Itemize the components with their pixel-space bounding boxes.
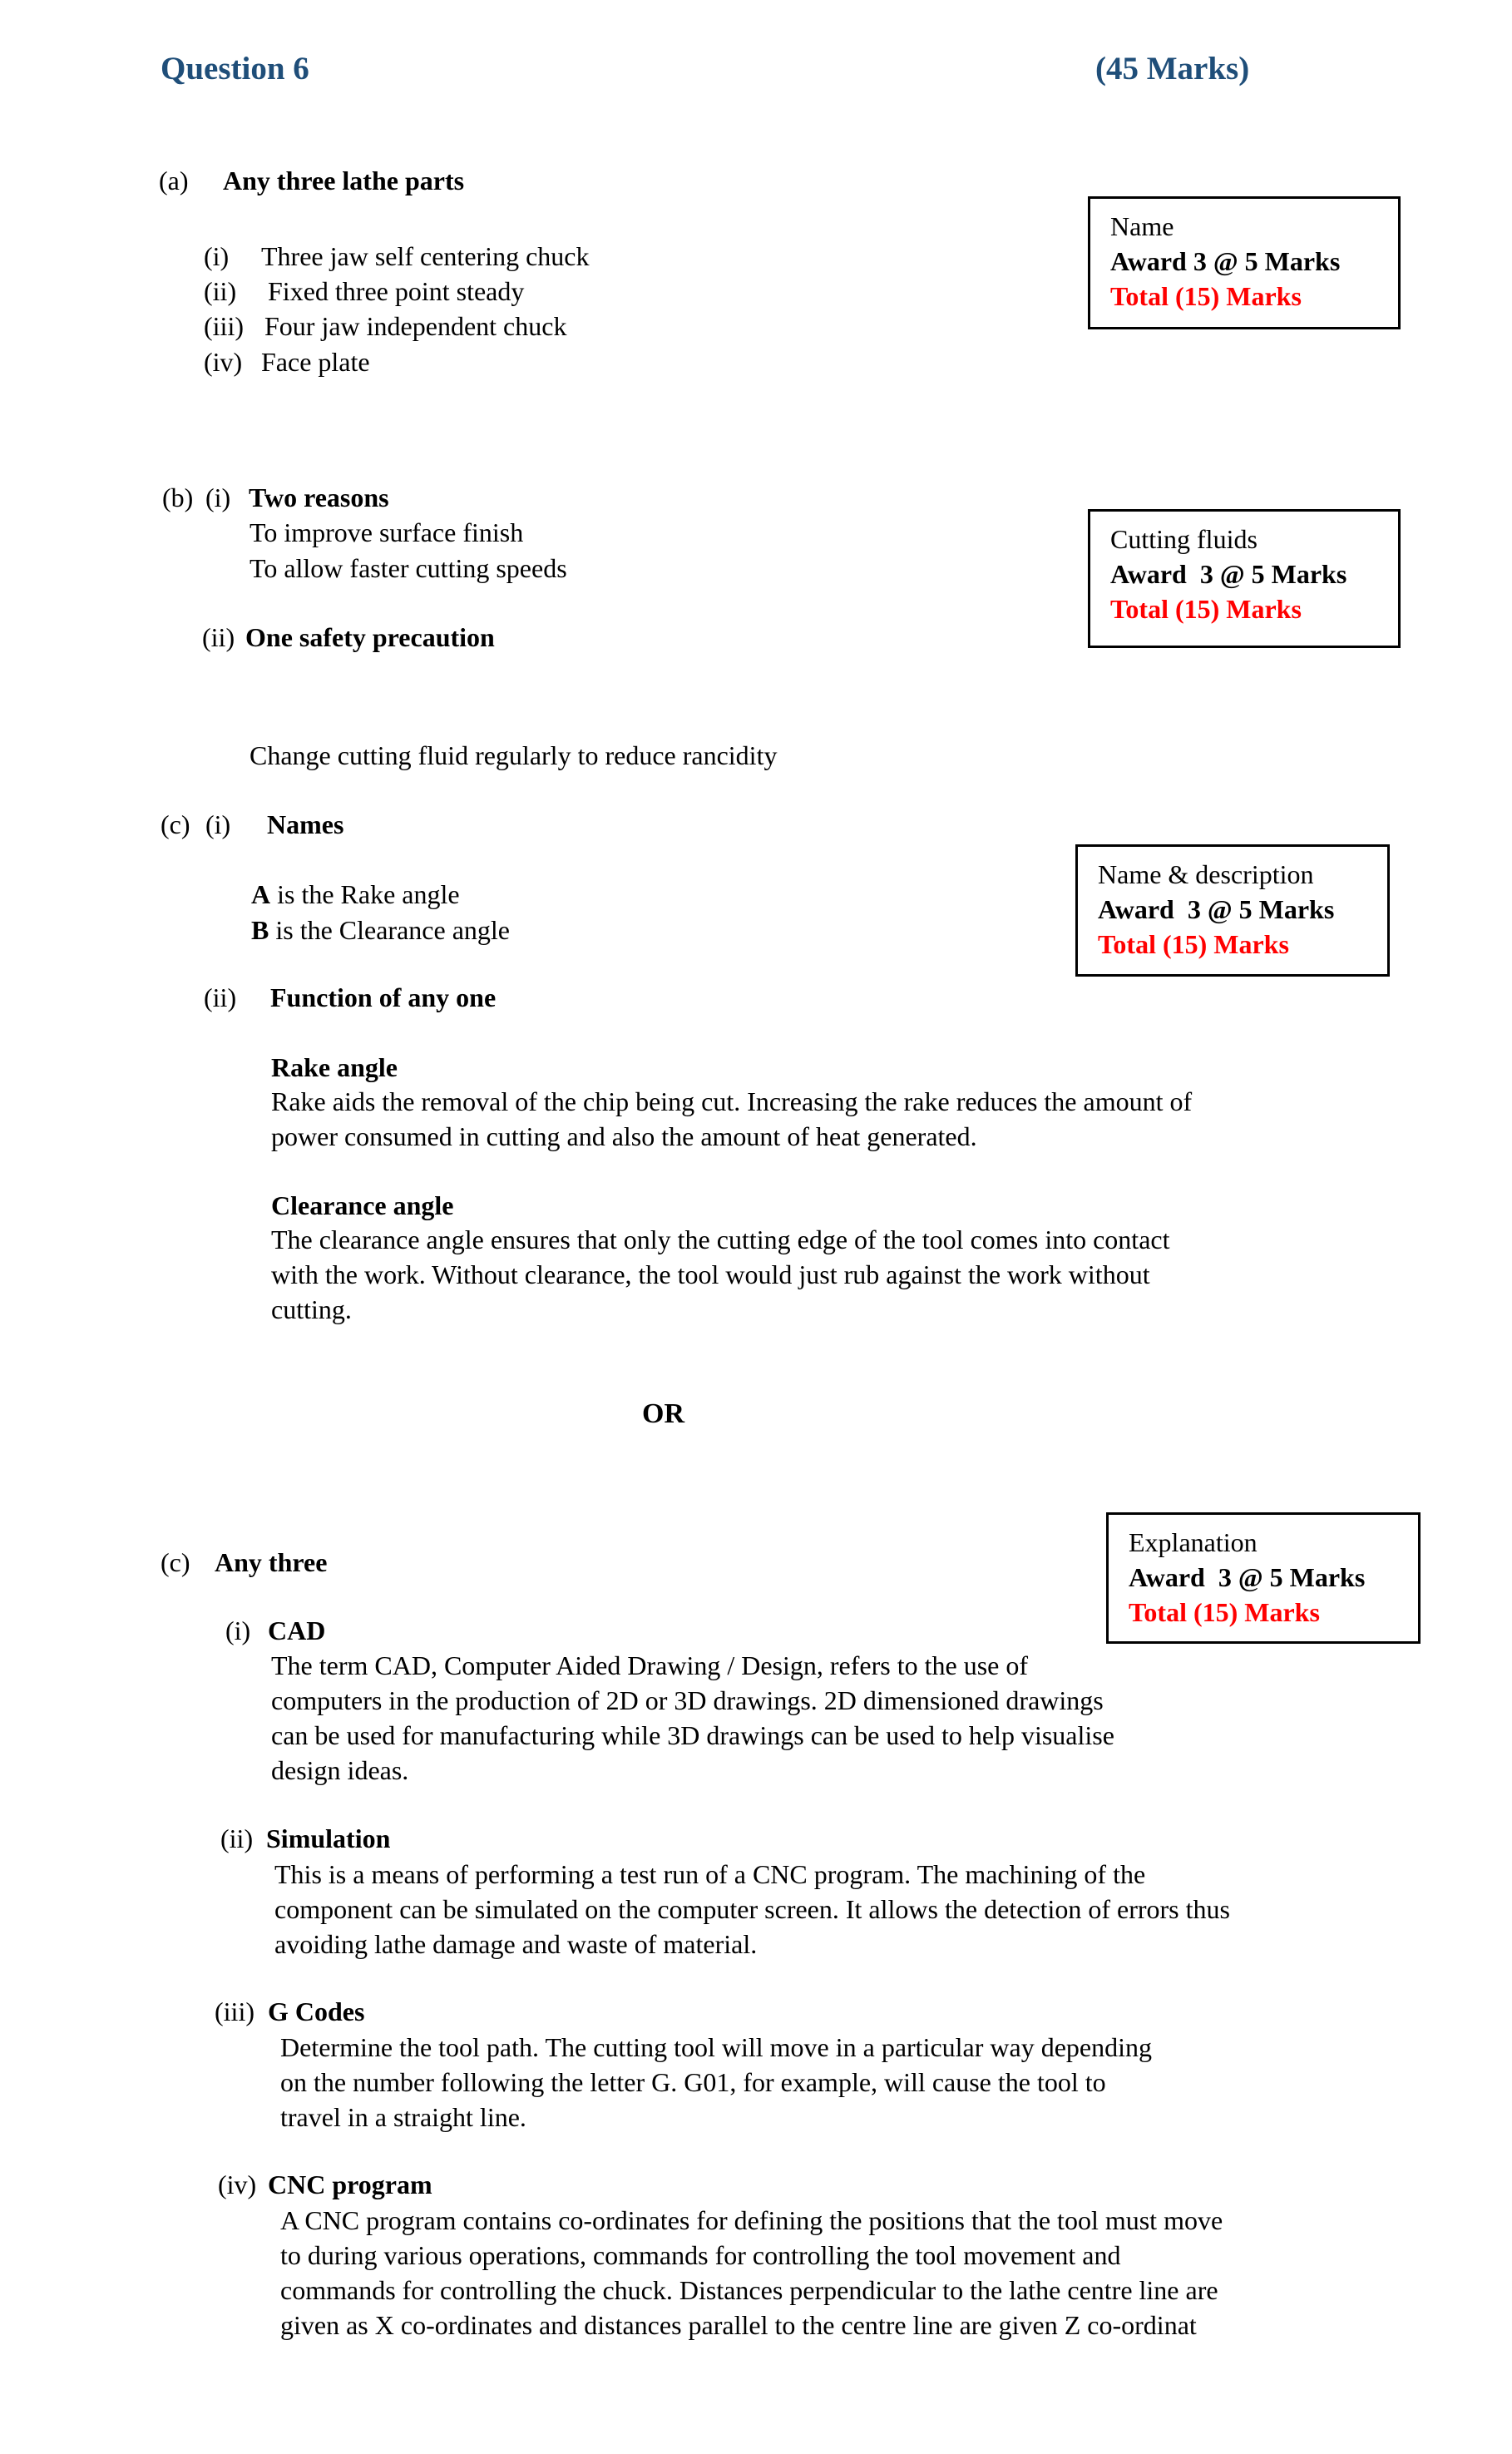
section-c1-sub-ii-marker: (ii): [204, 982, 237, 1012]
clearance-angle-heading: Clearance angle: [271, 1190, 454, 1220]
marking-box-award: Award 3 @ 5 Marks: [1129, 1562, 1366, 1592]
list-marker: (iv): [204, 347, 243, 377]
c2-item-heading-row: [0, 2167, 1512, 2204]
section-b-sub-ii-heading: One safety precaution: [245, 622, 495, 652]
section-b-marker: (b): [162, 482, 194, 512]
c2-item-heading: Simulation: [266, 1823, 391, 1853]
section-c2-marker: (c): [161, 1547, 190, 1577]
c2-item-heading-row: [0, 1613, 1512, 1650]
section-b-sub-ii-marker: (ii): [202, 622, 235, 652]
c2-item-heading-row: [0, 1821, 1512, 1858]
angle-name-a-text: [251, 877, 460, 912]
marking-box-total: Total (15) Marks: [1110, 594, 1302, 624]
list-item-text: Fixed three point steady: [268, 276, 525, 306]
section-c1-sub-ii-heading: Function of any one: [270, 982, 497, 1012]
marking-box-award: Award 3 @ 5 Marks: [1098, 894, 1335, 924]
angle-a-rest: is the Rake angle: [270, 879, 460, 909]
question-title: Question 6: [161, 51, 309, 87]
list-marker: (ii): [204, 276, 237, 306]
safety-answer-line: [0, 738, 1512, 774]
angle-b-rest: is the Clearance angle: [269, 915, 510, 945]
section-c1-marker: (c): [161, 809, 190, 839]
reason-text: To improve surface finish: [250, 517, 524, 547]
angle-name-b-text: [251, 913, 510, 947]
rake-angle-heading: Rake angle: [271, 1052, 398, 1082]
c2-item-marker: (i): [225, 1615, 251, 1645]
section-b-sub-i-heading: Two reasons: [249, 482, 389, 512]
section-c2-heading-row: [0, 1545, 1512, 1581]
angle-name-a-line: [0, 877, 1512, 913]
section-a-heading: Any three lathe parts: [223, 166, 465, 195]
list-marker: (iii): [204, 311, 244, 341]
list-marker: (i): [204, 241, 230, 271]
marking-box-topic: Cutting fluids: [1110, 524, 1258, 554]
list-item-text: Three jaw self centering chuck: [261, 241, 590, 271]
c2-item-heading: CAD: [268, 1615, 326, 1645]
section-b-sub-i-marker: (i): [205, 482, 231, 512]
simulation-paragraph: This is a means of performing a test run of a CNC program. The machining of the component can be simulated on the computer screen. It allows the detection of errors thus avoiding lathe damage and waste of material.: [274, 1859, 1230, 1959]
marking-box-cutting-fluids: [1088, 509, 1401, 648]
section-a-marker: (a): [159, 166, 189, 195]
marking-box-name: [1088, 196, 1401, 329]
gcodes-paragraph: Determine the tool path. The cutting tool will move in a particular way depending on the number following the letter G. G01, for example, will cause the tool to travel in a straight line.: [280, 2032, 1153, 2132]
angle-name-b-line: [0, 913, 1512, 949]
angle-a-letter: A: [251, 879, 271, 909]
list-item-text: Four jaw independent chuck: [264, 311, 567, 341]
section-c1-sub-i-heading: Names: [267, 809, 344, 839]
c2-item-heading: CNC program: [268, 2170, 432, 2199]
section-c2-heading: Any three: [215, 1547, 328, 1577]
cad-paragraph: The term CAD, Computer Aided Drawing / Design, refers to the use of computers in the production of 2D or 3D drawings. 2D dimensioned drawings can be used for manufacturing while 3D drawings can be used to help visualise design ideas.: [271, 1650, 1114, 1785]
section-a-heading-row: [0, 163, 1512, 200]
reason-text: To allow faster cutting speeds: [250, 553, 567, 583]
c2-item-heading: G Codes: [268, 1996, 365, 2026]
marking-box-award: Award 3 @ 5 Marks: [1110, 246, 1341, 276]
list-item-text: Face plate: [261, 347, 370, 377]
marking-box-topic: Name & description: [1098, 859, 1314, 889]
section-c1-sub-i-marker: (i): [205, 809, 231, 839]
c2-item-heading-row: [0, 1994, 1512, 2031]
c2-item-marker: (iii): [215, 1996, 254, 2026]
marking-box-total: Total (15) Marks: [1110, 281, 1302, 311]
marking-box-total: Total (15) Marks: [1129, 1597, 1320, 1627]
rake-angle-paragraph: Rake aids the removal of the chip being cut. Increasing the rake reduces the amount of power consumed in cutting and also the amount of heat generated.: [271, 1086, 1193, 1151]
cnc-program-paragraph: A CNC program contains co-ordinates for defining the positions that the tool must move to during various operations, commands for controlling the tool movement and commands for controlling the chuck. Distances perpendicular to the lathe centre line are given as X co-ordinates and distances parallel to the centre line are given Z co-ordinat: [280, 2205, 1223, 2340]
question-header: [0, 52, 1512, 88]
or-divider: OR: [642, 1398, 684, 1429]
clearance-angle-paragraph: The clearance angle ensures that only the cutting edge of the tool comes into contact with the work. Without clearance, the tool would just rub against the work without cutting.: [271, 1225, 1170, 1324]
section-c1-heading-row: [0, 807, 1512, 844]
question-marks: (45 Marks): [1095, 51, 1250, 87]
lathe-part-item: [0, 344, 1512, 381]
or-divider-row: [0, 1397, 1512, 1433]
marking-box-total: Total (15) Marks: [1098, 929, 1289, 959]
section-c1-sub-ii-row: [0, 980, 1512, 1017]
rake-angle-heading-row: [0, 1050, 1512, 1086]
marking-box-topic: Explanation: [1129, 1527, 1258, 1557]
safety-answer-text: Change cutting fluid regularly to reduce rancidity: [250, 740, 778, 770]
c2-item-marker: (ii): [220, 1823, 254, 1853]
c2-item-marker: (iv): [218, 2170, 257, 2199]
marking-box-topic: Name: [1110, 211, 1174, 241]
angle-b-letter: B: [251, 915, 269, 945]
clearance-angle-heading-row: [0, 1188, 1512, 1225]
marking-box-award: Award 3 @ 5 Marks: [1110, 559, 1347, 589]
